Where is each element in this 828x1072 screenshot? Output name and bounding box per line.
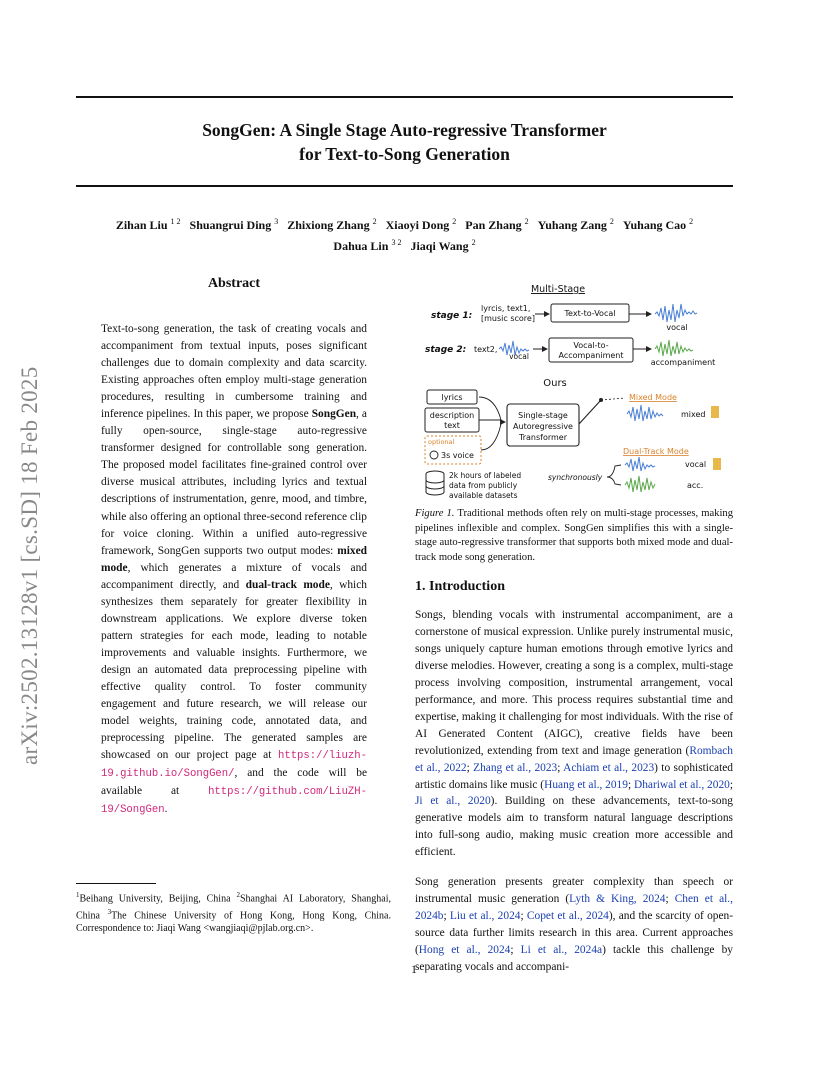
project-page-link[interactable]: https://liuzh-19.github.io/SongGen/	[101, 750, 367, 781]
citation[interactable]: Copet et al., 2024	[526, 909, 609, 922]
citation[interactable]: Liu et al., 2024	[449, 909, 521, 922]
figure-caption: Figure 1. Traditional methods often rely on multi-stage processes, making pipelines inflexible and complex. SongGen simplifies this with a single-stage auto-regressive transformer that supports both mixed mode and dual-track mode song generation.	[415, 508, 733, 563]
multi-stage-title: Multi-Stage	[530, 284, 586, 295]
dual-vocal-wave-icon	[625, 457, 655, 471]
stage2-input-sub: vocal	[509, 352, 529, 361]
stage1-output: vocal	[666, 323, 688, 332]
stage1-input-line2: [music score]	[481, 314, 535, 323]
figure-1	[415, 258, 733, 503]
arxiv-stamp: arXiv:2502.13128v1 [cs.SD] 18 Feb 2025	[17, 366, 42, 765]
dual-track-mode-label: Dual-Track Mode	[623, 447, 689, 456]
dual-vocal-label: vocal	[685, 460, 707, 469]
citation[interactable]: Dhariwal et al., 2020	[633, 778, 730, 791]
mixed-mode-term: mixed mode	[101, 544, 367, 574]
title-line-1: SongGen: A Single Stage Auto-regressive Transformer	[202, 120, 607, 140]
citation[interactable]: Rombach et al., 2022	[415, 744, 733, 774]
author: Xiaoyi Dong $^2$	[385, 217, 457, 232]
affiliation-footnote: $^1$Beihang University, Beijing, China $^2$Shanghai AI Laboratory, Shanghai, China $^3$The Chinese University of Hong Kong, Hong Kong, China. Correspondence to: Jiaqi Wang <wangjiaqi@pjlab.org.cn>.	[76, 891, 391, 934]
dual-track-term: dual-track mode	[245, 578, 330, 591]
ours-title: Ours	[543, 378, 567, 389]
stage1-label: stage 1:	[431, 311, 473, 321]
citation[interactable]: Chen et al., 2024b	[415, 892, 733, 922]
title-rule-top	[76, 96, 733, 98]
author: Shuangrui Ding $^3$	[189, 217, 279, 232]
model-name: SongGen	[311, 408, 357, 421]
abstract-heading: Abstract	[207, 276, 261, 291]
vocal-to-acc-line2: Accompaniment	[558, 351, 624, 360]
citation[interactable]: Ji et al., 2020	[415, 795, 491, 808]
data-line3: available datasets	[449, 491, 518, 500]
intro-paragraph-1: Songs, blending vocals with instrumental accompaniment, are a cornerstone of musical expression. Unlike purely instrumental music, songs uniquely capture human emotions through emotive lyrics and diverse melodies. However, creating a song is a complex, multi-stage process involving composition, instrumental arrangement, vocal performance, and more. This process requires substantial time and expertise, making it challenging for most individuals. With the rise of AI Generated Content (AIGC), creative fields have been revolutionized, extending from text and image generation (Rombach et al., 2022; Zhang et al., 2023; Achiam et al., 2023) to sophisticated artistic domains like music (Huang et al., 2019; Dhariwal et al., 2020; Ji et al., 2020). Building on these advancements, text-to-song generative models aim to transform natural language descriptions into full-song audio, making music creation more accessible and efficient.	[415, 609, 734, 859]
mixed-wave-icon	[627, 405, 663, 421]
citation[interactable]: Hong et al., 2024	[418, 943, 511, 956]
database-icon	[426, 471, 444, 495]
author: Yuhang Cao $^2$	[622, 217, 694, 232]
text-to-vocal-label: Text-to-Vocal	[564, 309, 616, 318]
citation[interactable]: Achiam et al., 2023	[563, 761, 655, 774]
stage2-input: text2,	[474, 345, 498, 354]
abstract-body: Text-to-song generation, the task of creating vocals and accompaniment from textual inputs, poses significant challenges due to domain complexity and data scarcity. Existing approaches often employ multi-stage generation procedures, resulting in cumbersome training and inference pipelines. In this paper, we propose SongGen, a fully open-source, single-stage auto-regressive transformer designed for controllable song generation. The proposed model facilitates fine-grained control over diverse musical attributes, including lyrics and textual descriptions of instrumentation, genre, mood, and timbre, while also offering an optional three-second reference clip for voice cloning. Within a unified auto-regressive framework, SongGen supports two output modes: mixed mode, which generates a mixture of vocals and accompaniment directly, and dual-track mode, which synthesizes them separately for greater flexibility in downstream applications. We explore diverse token pattern strategies for each mode, leading to notable improvements and valuable insights. Furthermore, we design an automated data preprocessing pipeline with effective quality control. To foster community engagement and future research, we will release our model weights, training code, annotated data, and preprocessing pipeline. The generated samples are showcased on our project page at https://liuzh-19.github.io/SongGen/, and the code will be available at https://github.com/LiuZH-19/SongGen.	[101, 323, 367, 817]
data-line1: 2k hours of labeled	[449, 471, 522, 480]
author: Yuhang Zang $^2$	[537, 217, 614, 232]
author: Dahua Lin $^{3 2}$	[333, 238, 402, 253]
model-line2: Autoregressive	[513, 422, 573, 431]
footnote-rule	[76, 883, 156, 884]
author: Zhixiong Zhang $^2$	[287, 217, 377, 232]
mixed-mode-label: Mixed Mode	[629, 393, 677, 402]
mixed-output-label: mixed	[681, 410, 706, 419]
dual-acc-wave-icon	[625, 476, 655, 492]
optional-label: optional	[428, 438, 455, 446]
model-line3: Transformer	[518, 433, 568, 442]
dual-vocal-icon	[713, 458, 721, 470]
citation[interactable]: Huang et al., 2019	[544, 778, 628, 791]
author: Jiaqi Wang $^2$	[410, 238, 476, 253]
data-line2: data from publicly	[449, 481, 518, 490]
stage2-output: accompaniment	[650, 358, 716, 367]
mixed-output-icon	[711, 406, 719, 418]
citation[interactable]: Li et al., 2024a	[520, 943, 603, 956]
author: Zihan Liu $^{1 2}$	[115, 217, 181, 232]
code-link[interactable]: https://github.com/LiuZH-19/SongGen	[101, 786, 367, 817]
dual-acc-label: acc.	[687, 481, 704, 490]
model-line1: Single-stage	[518, 411, 568, 420]
lyrics-label: lyrics	[441, 393, 463, 402]
stage1-vocal-wave-icon	[655, 304, 697, 322]
stage2-label: stage 2:	[425, 345, 467, 355]
sync-label: synchronously	[548, 473, 603, 482]
introduction-heading: 1. Introduction	[415, 579, 505, 594]
title-line-2: for Text-to-Song Generation	[299, 144, 510, 164]
citation[interactable]: Zhang et al., 2023	[473, 761, 558, 774]
stage2-acc-wave-icon	[655, 340, 693, 356]
intro-paragraph-2: Song generation presents greater complexity than speech or instrumental music generation (Lyth & King, 2024; Chen et al., 2024b; Liu et al., 2024; Copet et al., 2024), and the scarcity of open-source data further limits research in this area. Current approaches (Hong et al., 2024; Li et al., 2024a) tackle this challenge by separating vocals and accompani-	[415, 876, 734, 973]
author-list	[76, 213, 733, 255]
paper-title	[76, 118, 733, 166]
page-number: 1	[411, 962, 417, 976]
vocal-to-acc-line1: Vocal-to-	[573, 341, 609, 350]
voice-label: 3s voice	[441, 451, 474, 460]
title-rule-bottom	[76, 185, 733, 187]
desc-line1: description	[429, 411, 475, 420]
citation[interactable]: Lyth & King, 2024	[569, 892, 666, 905]
author: Pan Zhang $^2$	[465, 217, 529, 232]
desc-line2: text	[444, 421, 460, 430]
stage1-input-line1: lyrcis, text1,	[481, 304, 531, 313]
